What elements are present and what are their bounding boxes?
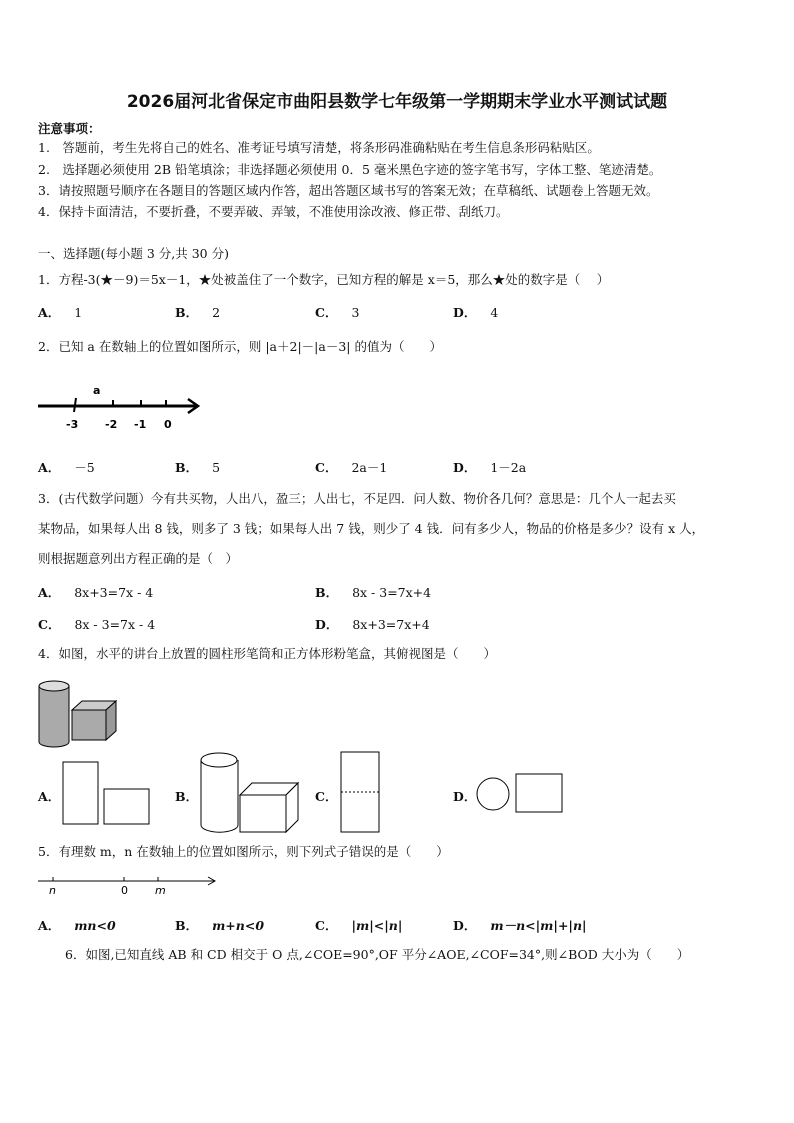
q4-option-b-label: B． xyxy=(175,789,199,804)
q1-option-b: B． 2 xyxy=(175,305,221,320)
q2-option-a: A． －5 xyxy=(38,460,95,475)
section-heading: 一、选择题(每小题 3 分,共 30 分) xyxy=(38,246,229,261)
q3-option-d: D． 8x+3=7x+4 xyxy=(315,617,430,632)
q5-option-c: C． |m|<|n| xyxy=(315,918,403,933)
question-1: 1．方程-3(★－9)＝5x－1，★处被盖住了一个数字，已知方程的解是 x＝5，那么★处的数字是（ ） xyxy=(38,272,610,287)
q4-option-a-label: A． xyxy=(38,789,61,804)
q2-tick-label: -2 xyxy=(105,418,118,431)
q3-option-b: B． 8x - 3=7x+4 xyxy=(315,585,432,600)
q5-option-b: B． m+n<0 xyxy=(175,918,265,933)
q2-point-label: a xyxy=(93,384,101,397)
q2-option-b: B． 5 xyxy=(175,460,221,475)
q5-option-d: D． m－n<|m|+|n| xyxy=(453,918,587,933)
q2-tick-label: -3 xyxy=(66,418,79,431)
notice-item-2: 2. 选择题必须使用 2B 铅笔填涂；非选择题必须使用 0．5 毫米黑色字迹的签字笔书写，字体工整、笔迹清楚。 xyxy=(38,162,662,177)
question-4: 4．如图，水平的讲台上放置的圆柱形笔筒和正方体形粉笔盒，其俯视图是（ ） xyxy=(38,646,496,661)
q5-option-a: A． mn<0 xyxy=(38,918,116,933)
q3-option-c: C． 8x - 3=7x - 4 xyxy=(38,617,156,632)
q4-option-a-figure xyxy=(60,760,160,830)
notice-item-3: 3．请按照题号顺序在各题目的答题区域内作答，超出答题区域书写的答案无效；在草稿纸、试题卷上答题无效。 xyxy=(38,183,659,198)
q3-option-a: A． 8x+3=7x - 4 xyxy=(38,585,154,600)
question-3-line-2: 某物品，如果每人出 8 钱，则多了 3 钱；如果每人出 7 钱，则少了 4 钱．问有多少人，物品的价格是多少？设有 x 人， xyxy=(38,521,705,536)
q2-option-d: D． 1－2a xyxy=(453,460,527,475)
q2-tick-label: -1 xyxy=(134,418,147,431)
q4-main-figure xyxy=(36,678,136,748)
q4-option-c-label: C． xyxy=(315,789,338,804)
q1-option-d: D． 4 xyxy=(453,305,499,320)
question-5: 5．有理数 m，n 在数轴上的位置如图所示，则下列式子错误的是（ ） xyxy=(38,844,449,859)
q2-number-line xyxy=(36,380,236,440)
q5-label-0: 0 xyxy=(121,884,128,897)
q5-number-line xyxy=(36,872,226,902)
q2-option-c: C． 2a－1 xyxy=(315,460,388,475)
notice-item-1: 1. 答题前，考生先将自己的姓名、准考证号填写清楚，将条形码准确粘贴在考生信息条形码粘贴区。 xyxy=(38,140,600,155)
question-3-line-1: 3．(古代数学问题）今有共买物，人出八，盈三；人出七，不足四．问人数、物价各几何？意思是：几个人一起去买 xyxy=(38,491,676,506)
notice-heading: 注意事项： xyxy=(38,121,101,136)
q1-option-a: A． 1 xyxy=(38,305,83,320)
question-6: 6．如图,已知直线 AB 和 CD 相交于 O 点,∠COE=90°,OF 平分∠AOE,∠COF=34°,则∠BOD 大小为（ ） xyxy=(65,947,690,962)
page-title: 2026届河北省保定市曲阳县数学七年级第一学期期末学业水平测试试题 xyxy=(126,92,668,112)
question-2: 2．已知 a 在数轴上的位置如图所示，则 |a＋2|－|a－3| 的值为（ ） xyxy=(38,339,442,354)
q4-option-d-label: D． xyxy=(453,789,477,804)
question-3-line-3: 则根据题意列出方程正确的是（ ） xyxy=(38,551,239,566)
q1-option-c: C． 3 xyxy=(315,305,360,320)
q4-option-c-figure xyxy=(338,750,388,835)
q4-option-b-figure xyxy=(198,750,308,835)
q5-label-m: m xyxy=(155,884,166,897)
q5-label-n: n xyxy=(49,884,56,897)
q4-option-d-figure xyxy=(475,772,565,822)
notice-item-4: 4．保持卡面清洁，不要折叠，不要弄破、弄皱，不准使用涂改液、修正带、刮纸刀。 xyxy=(38,204,509,219)
q2-tick-label: 0 xyxy=(164,418,172,431)
